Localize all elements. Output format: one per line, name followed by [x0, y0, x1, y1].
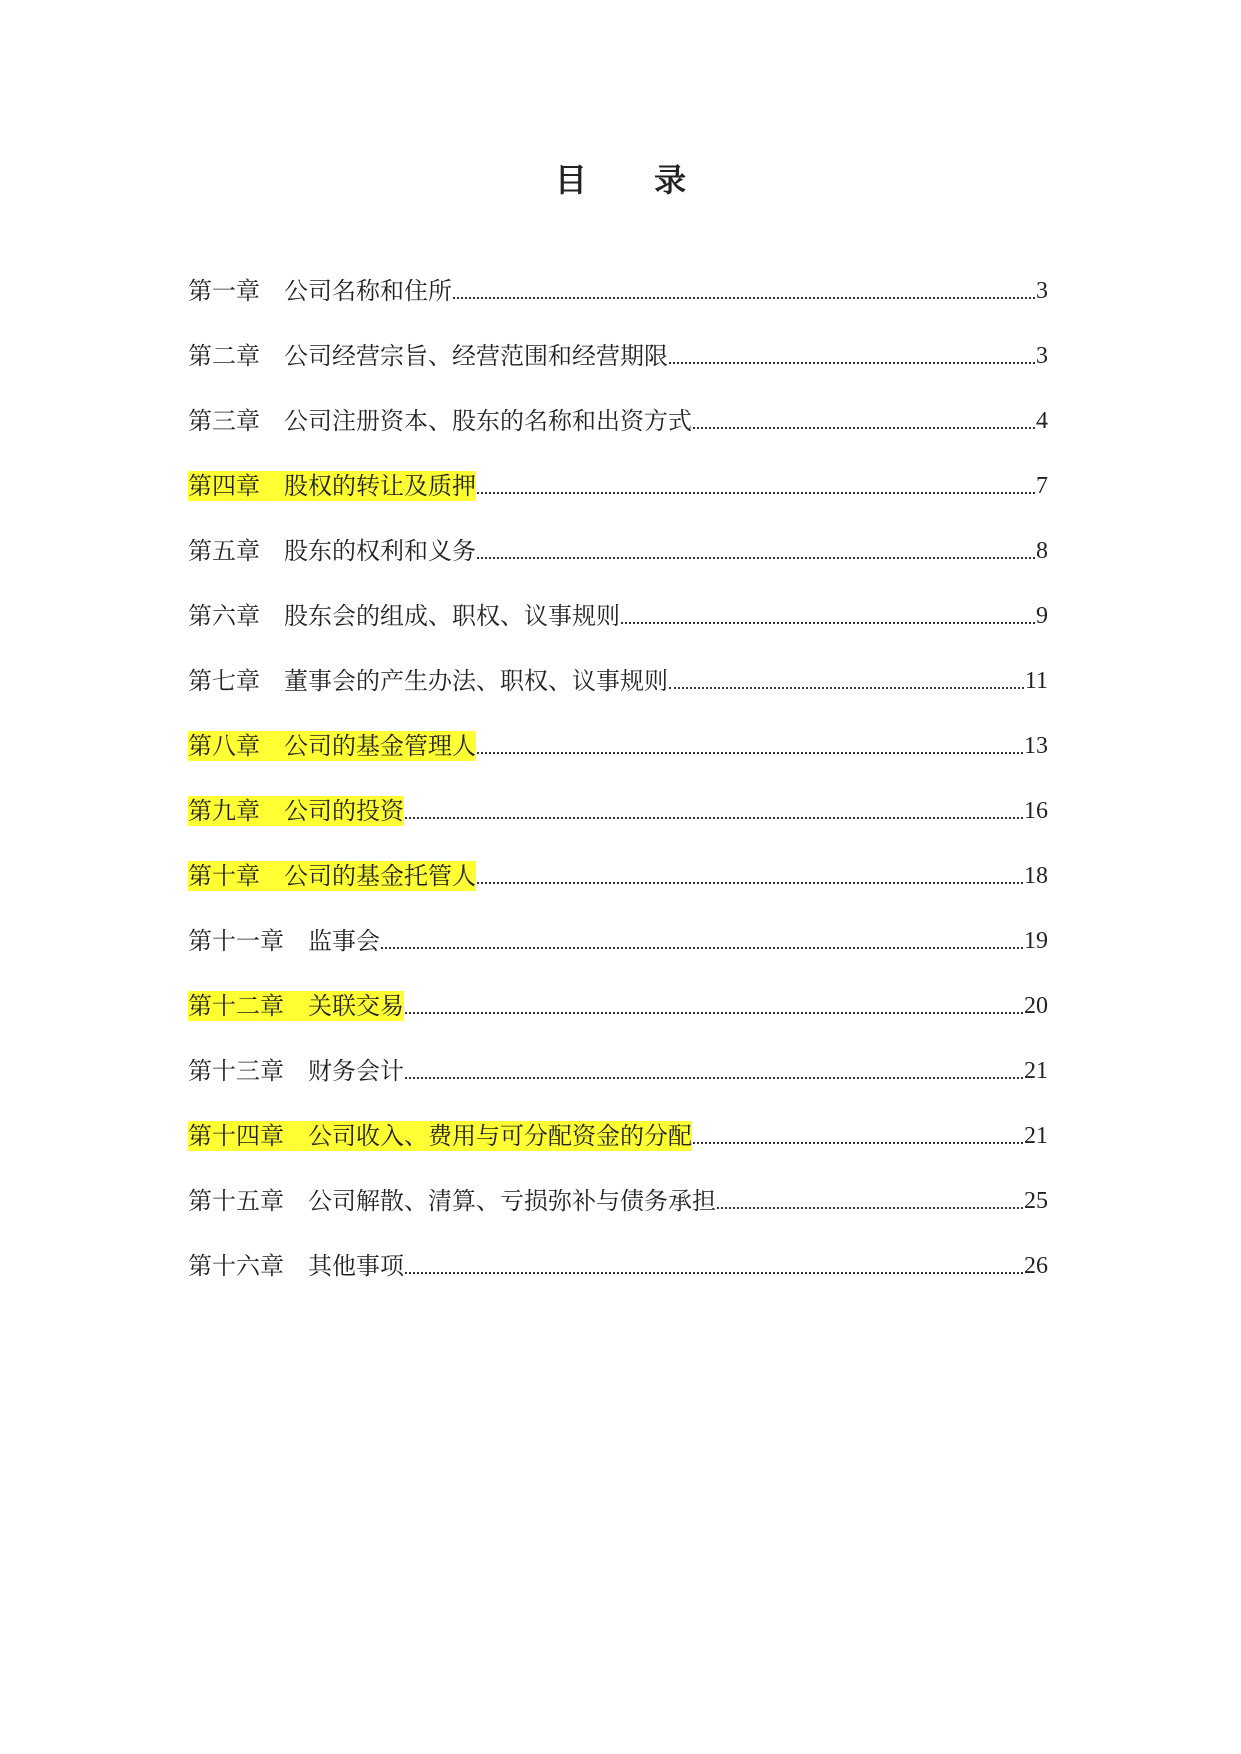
toc-leader-dots — [405, 1011, 1023, 1014]
toc-entry-title: 第三章 公司注册资本、股东的名称和出资方式 — [188, 407, 692, 435]
toc-entry[interactable] — [188, 696, 1048, 761]
toc-leader-dots — [621, 621, 1035, 624]
toc-entry-title: 第十章 公司的基金托管人 — [188, 862, 476, 890]
toc-entry-title: 第八章 公司的基金管理人 — [188, 732, 476, 760]
toc-entry-title: 第十六章 其他事项 — [188, 1252, 404, 1280]
toc-leader-dots — [453, 296, 1035, 299]
toc-entry-title: 第十四章 公司收入、费用与可分配资金的分配 — [188, 1122, 692, 1150]
toc-entry-page-number: 9 — [1036, 603, 1048, 629]
toc-entry-page-number: 21 — [1024, 1123, 1048, 1149]
toc-entry-title: 第四章 股权的转让及质押 — [188, 472, 476, 500]
toc-leader-dots — [717, 1206, 1023, 1209]
toc-leader-dots — [477, 881, 1023, 884]
toc-entry[interactable] — [188, 761, 1048, 826]
toc-entry[interactable] — [188, 436, 1048, 501]
toc-entry[interactable] — [188, 1151, 1048, 1216]
toc-entry[interactable] — [188, 1216, 1048, 1281]
toc-title: 目 录 — [554, 161, 715, 199]
toc-entry-page-number: 25 — [1024, 1188, 1048, 1214]
toc-entry[interactable] — [188, 241, 1048, 306]
toc-entry-title: 第十三章 财务会计 — [188, 1057, 404, 1085]
toc-entry-title: 第一章 公司名称和住所 — [188, 277, 452, 305]
toc-entry[interactable] — [188, 566, 1048, 631]
toc-entry[interactable] — [188, 956, 1048, 1021]
toc-entry-page-number: 7 — [1036, 473, 1048, 499]
toc-entry[interactable] — [188, 501, 1048, 566]
toc-leader-dots — [405, 1076, 1023, 1079]
toc-leader-dots — [477, 751, 1023, 754]
toc-entry-title: 第五章 股东的权利和义务 — [188, 537, 476, 565]
toc-entry[interactable] — [188, 306, 1048, 371]
toc-leader-dots — [477, 556, 1035, 559]
toc-entry-page-number: 11 — [1024, 668, 1048, 694]
toc-entry-page-number: 3 — [1036, 343, 1048, 369]
toc-entry-title: 第七章 董事会的产生办法、职权、议事规则 — [188, 667, 668, 695]
toc-entry-page-number: 20 — [1024, 993, 1048, 1019]
toc-entry[interactable] — [188, 371, 1048, 436]
toc-list — [188, 241, 1048, 1281]
toc-entry[interactable] — [188, 1021, 1048, 1086]
toc-entry-page-number: 8 — [1036, 538, 1048, 564]
toc-leader-dots — [669, 686, 1024, 689]
toc-leader-dots — [693, 426, 1035, 429]
toc-leader-dots — [477, 491, 1035, 494]
toc-entry-title: 第十二章 关联交易 — [188, 992, 404, 1020]
toc-entry-page-number: 13 — [1024, 733, 1048, 759]
toc-entry-page-number: 16 — [1024, 798, 1048, 824]
toc-leader-dots — [693, 1141, 1023, 1144]
toc-entry-title: 第二章 公司经营宗旨、经营范围和经营期限 — [188, 342, 668, 370]
toc-entry-title: 第十五章 公司解散、清算、亏损弥补与债务承担 — [188, 1187, 716, 1215]
toc-entry-page-number: 19 — [1024, 928, 1048, 954]
toc-entry[interactable] — [188, 891, 1048, 956]
toc-entry-title: 第十一章 监事会 — [188, 927, 380, 955]
toc-leader-dots — [381, 946, 1023, 949]
toc-entry[interactable] — [188, 1086, 1048, 1151]
toc-entry-page-number: 21 — [1024, 1058, 1048, 1084]
toc-entry-title: 第六章 股东会的组成、职权、议事规则 — [188, 602, 620, 630]
toc-entry-page-number: 26 — [1024, 1253, 1048, 1279]
toc-leader-dots — [405, 1271, 1023, 1274]
toc-leader-dots — [669, 361, 1035, 364]
toc-entry[interactable] — [188, 826, 1048, 891]
toc-entry-page-number: 3 — [1036, 278, 1048, 304]
toc-entry[interactable] — [188, 631, 1048, 696]
toc-entry-page-number: 18 — [1024, 863, 1048, 889]
toc-entry-page-number: 4 — [1036, 408, 1048, 434]
toc-entry-title: 第九章 公司的投资 — [188, 797, 404, 825]
toc-leader-dots — [405, 816, 1023, 819]
